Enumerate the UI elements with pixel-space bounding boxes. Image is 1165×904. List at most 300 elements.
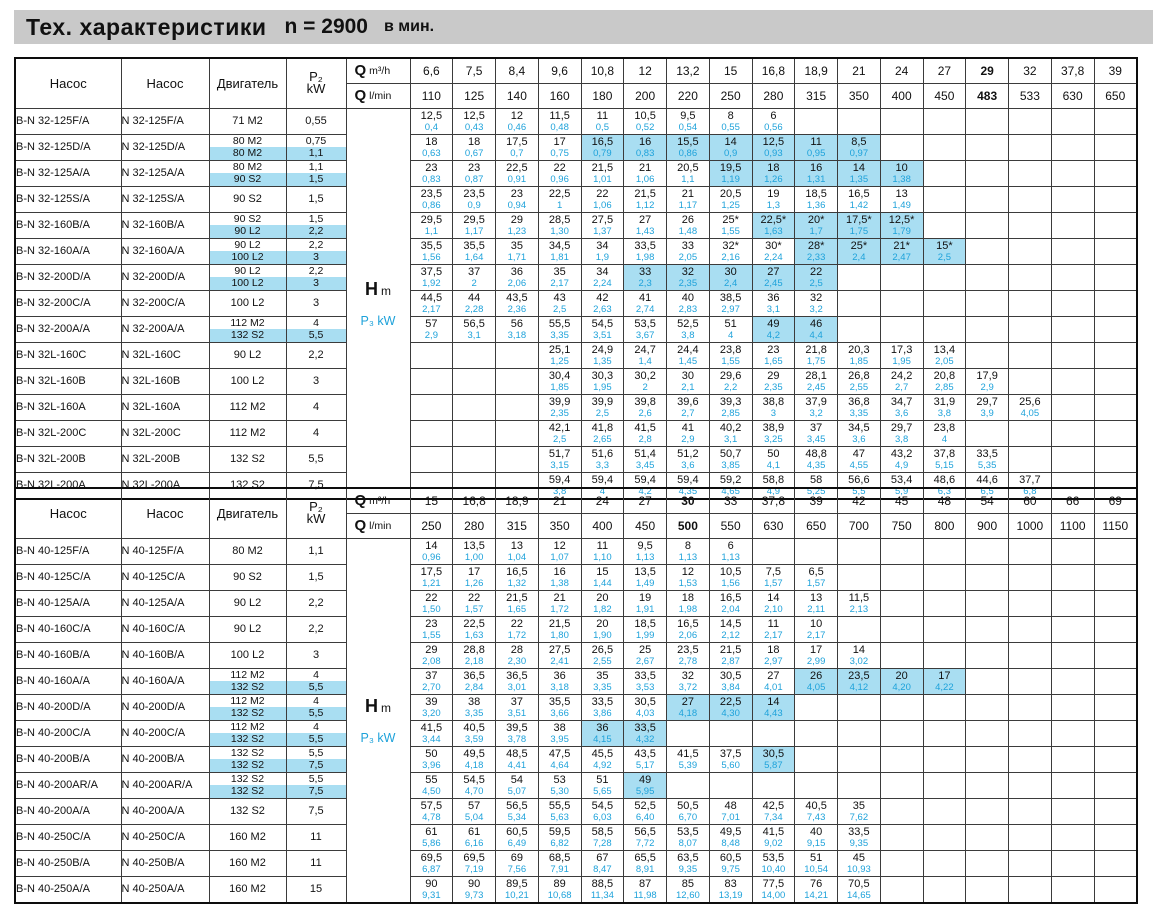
head-value: 57,5 [420,800,443,812]
power-value: 0,56 [764,122,783,133]
power-value: 5,25 [806,486,826,497]
data-cell [1094,720,1137,746]
motor-cell [209,446,286,472]
power-value: 2,47 [892,252,911,263]
data-cell [1009,160,1052,186]
pump-model-bn: B-N 40-160B/A [15,642,121,668]
flow-lmin-value: 400 [581,513,624,538]
power-value: 4,22 [935,682,954,693]
head-value: 61 [468,826,481,838]
head-value: 69 [510,852,523,864]
head-value: 51,6 [591,448,614,460]
motor-power-cell [286,446,346,472]
head-value: 30 [724,266,737,278]
power-value: 0,5 [595,122,609,133]
pump-table-2 [14,487,1138,904]
data-cell [581,616,624,642]
pump-model-bn: B-N 40-250C/A [15,824,121,850]
pump-model-n: N 32L-200B [121,446,209,472]
data-cell [838,212,881,238]
motor-name: 112 M2 [230,694,265,707]
head-value: 42 [596,292,609,304]
data-cell [581,368,624,394]
data-cell [538,264,581,290]
power-value: 1,13 [721,552,740,563]
header-row-m3h [15,58,1137,83]
table-row [15,668,1137,694]
data-cell [581,342,624,368]
data-cell [709,316,752,342]
data-cell [880,160,923,186]
power-value: 4,03 [635,708,655,719]
power-value: 1,91 [635,604,655,615]
motor-cell [209,342,286,368]
pump-model-n: N 32L-160A [121,394,209,420]
power-value: 7,01 [721,812,740,823]
power-value: 1,10 [593,552,612,563]
head-value: 28 [510,644,523,656]
motor-name: 112 M2 [230,668,265,681]
data-cell [1094,772,1137,798]
flow-m3h-value: 29 [966,58,1009,83]
power-value: 0,83 [422,174,441,185]
head-value: 43,2 [890,448,913,460]
data-cell [496,420,539,446]
head-value: 26,5 [591,644,614,656]
data-cell [496,616,539,642]
head-value: 11,5 [848,592,870,604]
data-cell [795,720,838,746]
flow-m3h-value: 7,5 [453,58,496,83]
data-cell [752,212,795,238]
power-value: 1,72 [550,604,569,615]
power-value: 1,53 [678,578,698,589]
data-cell [581,694,624,720]
head-value: 37,7 [1019,474,1041,486]
head-value: 41,5 [634,422,656,434]
data-cell [453,316,496,342]
motor-power-cell [286,642,346,668]
head-value: 37,8 [933,448,956,460]
head-value: 41 [639,292,652,304]
data-cell [410,134,453,160]
data-cell [1094,160,1137,186]
power-value: 2,84 [464,682,484,693]
data-cell [410,212,453,238]
power-value: 3,35 [849,408,869,419]
motor-p2-value: 5,5 [308,453,324,465]
head-value: 37 [810,422,823,434]
head-value: 26 [810,670,823,682]
data-cell [923,212,966,238]
flow-m3h-value: 42 [838,488,881,513]
head-value: 14,5 [719,618,742,630]
power-value: 4,15 [593,734,612,745]
data-cell [496,590,539,616]
data-cell [496,798,539,824]
head-value: 23,5 [463,188,485,200]
data-cell [538,212,581,238]
head-value: 33,5 [591,696,614,708]
pump-model-bn: B-N 40-160A/A [15,668,121,694]
data-cell [966,850,1009,876]
data-cell [709,876,752,903]
motor-power-cell [286,538,346,564]
power-value: 2,7 [895,382,909,393]
head-value: 21,8 [805,344,827,356]
data-cell [838,746,881,772]
data-cell [838,538,881,564]
pump-model-bn: B-N 32-200D/A [15,264,121,290]
power-value: 1,35 [593,356,612,367]
power-value: 7,28 [593,838,612,849]
data-cell [453,720,496,746]
flow-m3h-value: 10,8 [581,58,624,83]
data-cell [624,642,667,668]
p2-label: P₂ [309,69,323,85]
head-value: 11 [596,540,609,552]
power-value: 6,82 [550,838,569,849]
power-value: 6,87 [422,864,441,875]
head-value: 6 [727,540,734,552]
power-value: 2,06 [678,630,698,641]
head-value: 67 [596,852,609,864]
power-value: 1,98 [635,252,655,263]
data-cell [581,590,624,616]
power-value: 11,34 [590,890,614,901]
motor-cell [209,538,286,564]
power-value: 1,00 [464,552,484,563]
data-cell [410,616,453,642]
head-value: 17 [553,136,566,148]
data-cell [667,368,710,394]
pump-model-n: N 32-160A/A [121,238,209,264]
head-value: 26,8 [848,370,870,382]
motor-p2-value: 3 [312,649,320,661]
data-cell [496,772,539,798]
pump-model-bn: B-N 32-125D/A [15,134,121,160]
motor-cell [209,772,286,798]
power-value: 0,91 [507,174,527,185]
data-cell [709,590,752,616]
data-cell [752,694,795,720]
data-cell [709,798,752,824]
flow-lmin-value: 315 [496,513,539,538]
data-cell [795,264,838,290]
power-value: 2,85 [935,382,954,393]
data-cell [1009,720,1052,746]
power-value: 2,4 [724,278,738,289]
data-cell [581,290,624,316]
head-value: 22 [468,592,481,604]
data-cell [1051,108,1094,134]
flow-lmin-unit: l/min [369,90,392,102]
motor-p2-value: 5,5 [287,681,346,694]
data-cell [1051,720,1094,746]
power-value: 5,86 [422,838,441,849]
power-value: 9,35 [849,838,869,849]
head-value: 37 [510,696,523,708]
pump-model-n: N 40-200AR/A [121,772,209,798]
power-value: 14,65 [846,890,871,901]
data-cell [880,538,923,564]
data-cell [581,850,624,876]
data-cell [1094,290,1137,316]
flow-lmin-value: 220 [667,83,710,108]
data-cell [538,590,581,616]
head-value: 22,5 [719,696,742,708]
data-cell [795,368,838,394]
head-legend [347,279,410,300]
pump-model-n: N 40-160C/A [121,616,209,642]
data-cell [966,772,1009,798]
flow-lmin-value: 200 [624,83,667,108]
data-cell [923,668,966,694]
data-cell [838,590,881,616]
data-cell [966,446,1009,472]
data-cell [624,824,667,850]
flow-lmin-header-cell [346,513,410,538]
data-cell [838,720,881,746]
head-value: 50,5 [677,800,699,812]
data-cell [496,824,539,850]
flow-m3h-value: 48 [923,488,966,513]
head-value: 77,5 [762,878,785,890]
data-cell [1051,238,1094,264]
power-value: 1,85 [849,356,869,367]
head-value: 43,5 [634,748,656,760]
head-value: 40 [810,826,823,838]
data-cell [752,720,795,746]
power-value: 0,83 [635,148,655,159]
data-cell [709,642,752,668]
flow-lmin-value: 450 [624,513,667,538]
power-value: 0,48 [550,122,569,133]
head-value: 22 [810,266,823,278]
data-cell [410,316,453,342]
data-cell [410,238,453,264]
data-cell [1094,212,1137,238]
head-value: 8,5 [851,136,867,148]
data-cell [880,212,923,238]
head-value: 14 [724,136,737,148]
data-cell [496,316,539,342]
table-1-region [14,57,1138,500]
power-value: 2,99 [806,656,826,667]
power-value: 3,51 [593,330,612,341]
data-cell [838,642,881,668]
data-cell [496,368,539,394]
power-value: 2,74 [635,304,655,315]
data-cell [752,446,795,472]
data-cell [880,590,923,616]
power-value: 2,9 [424,330,438,341]
flow-lmin-value: 550 [709,513,752,538]
p2-unit-label: kW [306,81,326,97]
data-cell [795,564,838,590]
flow-lmin-value: 280 [453,513,496,538]
head-value: 89,5 [506,878,528,890]
head-value: 51,4 [634,448,656,460]
data-cell [880,642,923,668]
head-value: 28,8 [463,644,485,656]
power-value: 1,63 [464,630,484,641]
motor-name: 132 S2 [230,746,265,759]
head-value: 36,5 [506,670,528,682]
head-value: 47 [852,448,865,460]
data-cell [1009,642,1052,668]
head-value: 31,9 [933,396,956,408]
motor-p2-value: 0,75 [305,134,327,147]
motor-p2-value: 5,5 [287,733,346,746]
data-cell [1009,824,1052,850]
data-cell [795,746,838,772]
head-value: 33,5 [634,722,656,734]
head-value: 40,5 [463,722,485,734]
power-value: 4,30 [721,708,740,719]
power-value: 7,91 [550,864,569,875]
head-value: 83 [724,878,737,890]
head-value: 20,8 [933,370,956,382]
flow-m3h-unit: m³/h [369,65,391,78]
power-value: 2,45 [806,382,826,393]
pump-model-n: N 32L-200A [121,472,209,499]
motor-p2-value: 4 [313,720,319,733]
data-cell [496,850,539,876]
motor-cell [209,876,286,903]
power-value: 2,9 [980,382,994,393]
power-value: 2,1 [681,382,695,393]
data-cell [496,212,539,238]
data-cell [538,538,581,564]
data-cell [453,694,496,720]
power-value: 1,95 [593,382,612,393]
head-value: 10 [810,618,823,630]
motor-column-header: Двигатель [209,488,286,538]
data-cell [709,850,752,876]
table-row [15,238,1137,264]
pump-model-bn: B-N 40-200B/A [15,746,121,772]
flow-lmin-value: 250 [410,513,453,538]
motor-cell [209,290,286,316]
power-value: 4,70 [464,786,484,797]
head-value: 24,9 [591,344,614,356]
data-cell [538,850,581,876]
data-cell [581,642,624,668]
flow-m3h-value: 15 [709,58,752,83]
power-value: 2 [642,382,648,393]
data-cell [496,134,539,160]
data-cell [538,876,581,903]
data-cell [453,668,496,694]
power-value: 10,68 [547,890,572,901]
pump-model-bn: B-N 40-160C/A [15,616,121,642]
data-cell [1009,342,1052,368]
flow-m3h-value: 6,6 [410,58,453,83]
data-cell [795,668,838,694]
data-cell [453,394,496,420]
data-cell [410,694,453,720]
head-value: 40 [681,292,694,304]
head-value: 12 [510,110,523,122]
data-cell [880,342,923,368]
data-cell [795,420,838,446]
power-value: 0,86 [422,200,441,211]
power-value: 10,40 [761,864,786,875]
power-value: 3,9 [980,408,994,419]
power-value: 1,90 [593,630,612,641]
data-cell [538,108,581,134]
head-value: 54,5 [591,318,614,330]
data-cell [966,394,1009,420]
power-value: 1,99 [635,630,655,641]
data-cell [496,186,539,212]
data-cell [667,850,710,876]
power-value: 2,4 [852,252,866,263]
head-value: 17,3 [890,344,913,356]
power-value: 6,16 [464,838,484,849]
motor-p2-value: 2,2 [308,238,324,251]
data-cell [667,394,710,420]
power-value: 3 [770,408,777,419]
pump-column-header-2: Насос [121,58,209,108]
data-cell [795,238,838,264]
data-cell [1094,538,1137,564]
power-value: 1,17 [464,226,484,237]
power-value: 4,41 [507,760,527,771]
head-value: 13 [810,592,823,604]
power-value: 3,44 [422,734,441,745]
data-cell [880,368,923,394]
data-cell [624,238,667,264]
head-value: 29,5 [463,214,485,226]
power-value: 1,13 [635,552,655,563]
data-cell [538,316,581,342]
head-value: 12 [553,540,566,552]
data-cell [709,264,752,290]
data-cell [709,694,752,720]
data-cell [752,290,795,316]
power-value: 1,49 [635,578,655,589]
data-cell [538,368,581,394]
pump-model-bn: B-N 40-200D/A [15,694,121,720]
head-value: 41,5 [420,722,443,734]
page-title [14,10,1153,44]
power-value: 4,18 [464,760,484,771]
motor-power-cell [286,668,346,694]
pump-model-bn: B-N 32-125S/A [15,186,121,212]
data-cell [453,238,496,264]
data-cell [667,720,710,746]
data-cell [795,850,838,876]
data-cell [624,394,667,420]
data-cell [581,538,624,564]
data-cell [1051,824,1094,850]
power-value: 2,24 [764,252,783,263]
power-value: 1,06 [635,174,655,185]
motor-name: 112 M2 [230,720,265,733]
motor-cell [209,850,286,876]
head-value: 65,5 [634,852,656,864]
data-cell [581,772,624,798]
data-cell [624,290,667,316]
head-value: 36 [767,292,780,304]
motor-name: 90 L2 [234,264,261,277]
power-value: 2,17 [422,304,441,315]
data-cell [496,564,539,590]
motor-cell [209,238,286,264]
table-row [15,186,1137,212]
